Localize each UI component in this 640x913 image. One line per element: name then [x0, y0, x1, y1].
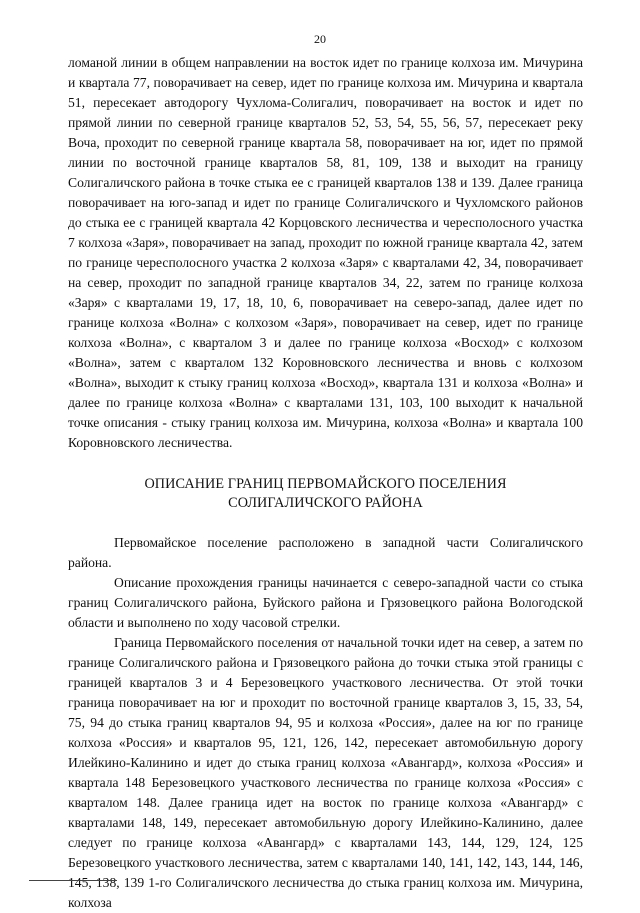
page-number: 20 — [314, 32, 326, 46]
document-body — [68, 53, 583, 913]
paragraph-boundary-continuation: ломаной линии в общем направлении на восток идет по границе колхоза им. Мичурина и квартала 77, поворачивает на север, идет по границе колхоза им. Мичурина и квартала 51, пересекает автодорогу Чухлома-Солигалич, поворачивает на восток и идет по прямой линии по северной границе кварталов 52, 53, 54, 55, 56, 57, пересекает реку Воча, проходит по северной границе квартала 58, поворачивает на юг, идет по прямой линии по восточной границе кварталов 58, 81, 109, 138 и выходит на границу Солигаличского района в точке стыка ее с границей кварталов 138 и 139. Далее граница поворачивает на юго-запад и идет по границе Солигаличского и Чухломского районов до стыка ее с границей квартала 42 Корцовского лесничества и чересполосного участка 7 колхоза «Заря», поворачивает на запад, проходит по южной границе квартала 42, затем по границе чересполосного участка 2 колхоза «Заря» с кварталами 42, 34, поворачивает на север, проходит по западной границе кварталов 34, 22, затем по границе колхоза «Заря» с кварталами 19, 17, 18, 10, 6, поворачивает на северо-запад, далее идет по границе колхоза «Волна» с колхозом «Заря», поворачивает на север, идет по границе колхоза «Волна», с кварталом 3 и далее по границе колхоза «Восход» с колхозом «Волна», затем с кварталом 132 Коровновского лесничества и вновь с колхозом «Волна», выходит к стыку границ колхоза «Восход», квартала 131 и колхоза «Волна» и далее по границе колхоза «Волна» с кварталами 131, 103, 100 выходит к начальной точке описания - стыку границ колхоза им. Мичурина, колхоза «Волна» и квартала 100 Коровновского лесничества. — [68, 55, 583, 450]
heading-line-1: ОПИСАНИЕ ГРАНИЦ ПЕРВОМАЙСКОГО ПОСЕЛЕНИЯ — [144, 476, 507, 492]
footer-rule — [29, 880, 117, 881]
heading-line-2: СОЛИГАЛИЧСКОГО РАЙОНА — [228, 495, 423, 511]
paragraph-description-start: Описание прохождения границы начинается с северо-западной части со стыка границ Солигаличского района, Буйского района и Грязовецкого района Вологодской области и выполнено по ходу часовой стрелки. — [68, 575, 583, 630]
paragraph-location: Первомайское поселение расположено в западной части Солигаличского района. — [68, 535, 583, 570]
section-heading — [68, 475, 583, 513]
paragraph-boundary-route: Граница Первомайского поселения от начальной точки идет на север, а затем по границе Солигаличского района и Грязовецкого района до точки стыка этой границы с границей кварталов 3 и 4 Березовецкого участкового лесничества. От этой точки граница поворачивает на юг и проходит по восточной границе кварталов 3, 15, 33, 54, 75, 94 до стыка границ кварталов 94, 95 и колхоза «Россия», далее на юг по границе колхоза «Россия» и кварталов 95, 121, 126, 142, пересекает автомобильную дорогу Илейкино-Калинино и идет до стыка границ колхоза «Авангард», колхоза «Россия» и квартала 148 Березовецкого участкового лесничества по границе колхоза «Россия» с кварталом 148. Далее граница идет на восток по границе колхоза «Авангард» с кварталами 148, 149, пересекает автомобильную дорогу Илейкино-Калинино, далее следует по границе колхоза «Авангард» с кварталами 143, 144, 129, 124, 125 Березовецкого участкового лесничества, затем с кварталами 140, 141, 142, 143, 144, 146, 145, 138, 139 1-го Солигаличского лесничества до стыка границ колхоза им. Мичурина, колхоза — [68, 635, 583, 910]
